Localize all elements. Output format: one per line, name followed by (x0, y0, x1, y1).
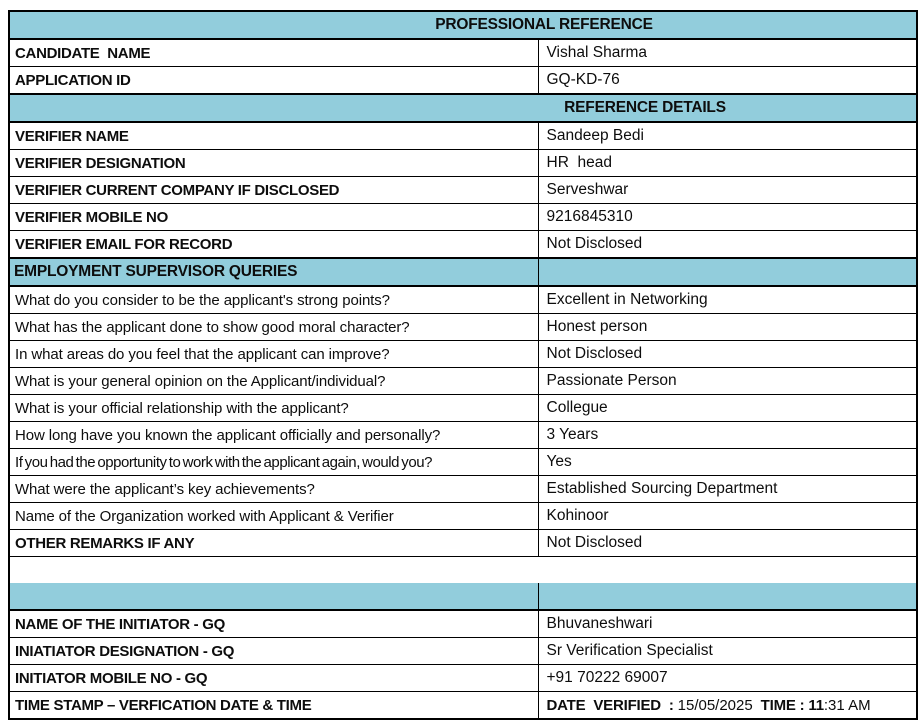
other-remarks-value: Not Disclosed (538, 530, 917, 557)
question-general-opinion: What is your general opinion on the Applicant/individual? (9, 368, 538, 395)
table-row-verifier-mobile (9, 204, 917, 231)
table-row-verifier-name (9, 122, 917, 150)
application-id-label: APPLICATION ID (9, 67, 538, 95)
table-row-query-key-achievements (9, 476, 917, 503)
verifier-company-value: Serveshwar (538, 177, 917, 204)
empty-blue-cell-left (9, 583, 538, 610)
table-row-other-remarks (9, 530, 917, 557)
section-header-supervisor-queries (9, 258, 917, 286)
date-verified-label: DATE VERIFIED : (546, 696, 678, 714)
table-row-query-improve (9, 341, 917, 368)
section-header-professional-reference (9, 11, 917, 39)
initiator-mobile-label: INITIATOR MOBILE NO - GQ (9, 665, 538, 692)
table-row-initiator-designation (9, 638, 917, 665)
initiator-mobile-value: +91 70222 69007 (538, 665, 917, 692)
reference-details-title: REFERENCE DETAILS (9, 94, 917, 122)
table-row-query-relationship (9, 395, 917, 422)
answer-general-opinion: Passionate Person (538, 368, 917, 395)
answer-key-achievements: Established Sourcing Department (538, 476, 917, 503)
verifier-designation-value: HR head (538, 150, 917, 177)
answer-moral-character: Honest person (538, 314, 917, 341)
time-verified-value: :31 AM (823, 696, 871, 714)
time-verified-label: TIME : 11 (752, 696, 824, 714)
other-remarks-label: OTHER REMARKS IF ANY (9, 530, 538, 557)
page-title: PROFESSIONAL REFERENCE (9, 11, 917, 39)
table-row-query-work-again (9, 449, 917, 476)
empty-white-row (9, 557, 917, 584)
question-strong-points: What do you consider to be the applicant's strong points? (9, 286, 538, 314)
initiator-name-label: NAME OF THE INITIATOR - GQ (9, 610, 538, 638)
answer-work-again: Yes (538, 449, 917, 476)
initiator-designation-label: INIATIATOR DESIGNATION - GQ (9, 638, 538, 665)
question-organization: Name of the Organization worked with Applicant & Verifier (9, 503, 538, 530)
supervisor-queries-empty-cell (538, 258, 917, 286)
table-row-query-strong-points (9, 286, 917, 314)
spacer-row-white (9, 557, 917, 584)
question-improve: In what areas do you feel that the applicant can improve? (9, 341, 538, 368)
answer-improve: Not Disclosed (538, 341, 917, 368)
verifier-designation-label: VERIFIER DESIGNATION (9, 150, 538, 177)
verifier-email-label: VERIFIER EMAIL FOR RECORD (9, 231, 538, 259)
table-row-candidate (9, 39, 917, 67)
verifier-name-value: Sandeep Bedi (538, 122, 917, 150)
verifier-name-label: VERIFIER NAME (9, 122, 538, 150)
date-verified-value: 15/05/2025 (677, 696, 753, 714)
candidate-name-label: CANDIDATE NAME (9, 39, 538, 67)
table-row-initiator-name (9, 610, 917, 638)
initiator-designation-value: Sr Verification Specialist (538, 638, 917, 665)
answer-strong-points: Excellent in Networking (538, 286, 917, 314)
empty-blue-cell-right (538, 583, 917, 610)
answer-known-duration: 3 Years (538, 422, 917, 449)
reference-table (8, 10, 918, 720)
answer-organization: Kohinoor (538, 503, 917, 530)
question-relationship: What is your official relationship with the applicant? (9, 395, 538, 422)
question-work-again: If you had the opportunity to work with the applicant again, would you? (9, 449, 538, 476)
question-key-achievements: What were the applicant’s key achievements? (9, 476, 538, 503)
table-row-application-id (9, 67, 917, 95)
timestamp-label: TIME STAMP – VERFICATION DATE & TIME (9, 692, 538, 720)
spacer-row-blue (9, 583, 917, 610)
table-row-verifier-designation (9, 150, 917, 177)
verifier-mobile-value: 9216845310 (538, 204, 917, 231)
answer-relationship: Collegue (538, 395, 917, 422)
verifier-email-value: Not Disclosed (538, 231, 917, 259)
table-row-query-general-opinion (9, 368, 917, 395)
timestamp-value (538, 692, 917, 720)
section-header-reference-details (9, 94, 917, 122)
table-row-initiator-mobile (9, 665, 917, 692)
supervisor-queries-title: EMPLOYMENT SUPERVISOR QUERIES (9, 258, 538, 286)
table-row-query-known-duration (9, 422, 917, 449)
table-row-query-organization (9, 503, 917, 530)
initiator-name-value: Bhuvaneshwari (538, 610, 917, 638)
table-row-query-moral-character (9, 314, 917, 341)
application-id-value: GQ-KD-76 (538, 67, 917, 95)
verifier-company-label: VERIFIER CURRENT COMPANY IF DISCLOSED (9, 177, 538, 204)
table-row-verifier-company (9, 177, 917, 204)
question-known-duration: How long have you known the applicant officially and personally? (9, 422, 538, 449)
candidate-name-value: Vishal Sharma (538, 39, 917, 67)
table-row-timestamp (9, 692, 917, 720)
table-row-verifier-email (9, 231, 917, 259)
question-moral-character: What has the applicant done to show good moral character? (9, 314, 538, 341)
verifier-mobile-label: VERIFIER MOBILE NO (9, 204, 538, 231)
